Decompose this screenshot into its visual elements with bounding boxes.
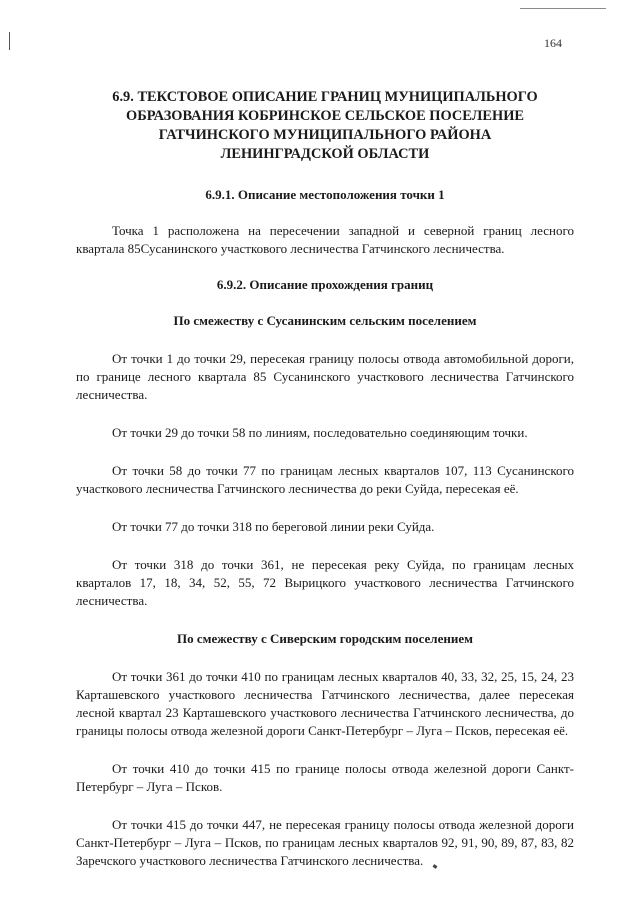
paragraph: От точки 58 до точки 77 по границам лесных кварталов 107, 113 Сусанинского участкового лесничества Гатчинского лесничества до реки Суйда, пересекая её. [76,463,574,496]
page-number: 164 [544,36,562,50]
paragraph: От точки 410 до точки 415 по границе полосы отвода железной дороги Санкт-Петербург – Луга – Псков. [76,761,574,794]
paragraph: От точки 361 до точки 410 по границам лесных кварталов 40, 33, 32, 25, 15, 24, 23 Карташевского участкового лесничества Гатчинского лесничества, далее пересекая лесной квартал 23 Карташевского участкового лесничества Гатчинского лесничества, до границы полосы отвода железной дороги Санкт-Петербург – Луга – Псков, пересекая её. [76,669,574,738]
scan-artifact-line [520,8,606,9]
paragraph: От точки 77 до точки 318 по береговой линии реки Суйда. [112,519,435,534]
subsection-heading-location: 6.9.1. Описание местоположения точки 1 [205,187,445,202]
section-title: 6.9. ТЕКСТОВОЕ ОПИСАНИЕ ГРАНИЦ МУНИЦИПАЛЬНОГО ОБРАЗОВАНИЯ КОБРИНСКОЕ СЕЛЬСКОЕ ПОСЕЛЕНИЕ ГАТЧИНСКОГО МУНИЦИПАЛЬНОГО РАЙОНА ЛЕНИНГРАДСКОЙ ОБЛАСТИ [112,89,538,162]
subsection-heading-boundaries: 6.9.2. Описание прохождения границ [216,277,434,292]
scan-artifact-mark [9,32,10,50]
paragraph: От точки 318 до точки 361, не пересекая реку Суйда, по границам лесных кварталов 17, 18, 34, 52, 55, 72 Вырицкого участкового лесничества Гатчинского лесничества. [76,557,574,608]
paragraph: От точки 1 до точки 29, пересекая границу полосы отвода автомобильной дороги, по границе лесного квартала 85 Сусанинского участкового лесничества Гатчинского лесничества. [76,351,574,402]
group-heading-siversky: По смежеству с Сиверским городским поселением [177,631,473,646]
group-heading-susanino: По смежеству с Сусанинским сельским поселением [173,313,477,328]
paragraph-point-1: Точка 1 расположена на пересечении западной и северной границ лесного квартала 85Сусанинского участкового лесничества Гатчинского лесничества. [76,223,574,256]
document-body [76,88,574,870]
paragraph: От точки 415 до точки 447, не пересекая границу полосы отвода железной дороги Санкт-Петербург – Луга – Псков, по границам лесных кварталов 92, 91, 90, 89, 87, 83, 82 Заречского участкового лесничества Гатчинского лесничества. [76,817,574,868]
paragraph: От точки 29 до точки 58 по линиям, последовательно соединяющим точки. [112,425,528,440]
